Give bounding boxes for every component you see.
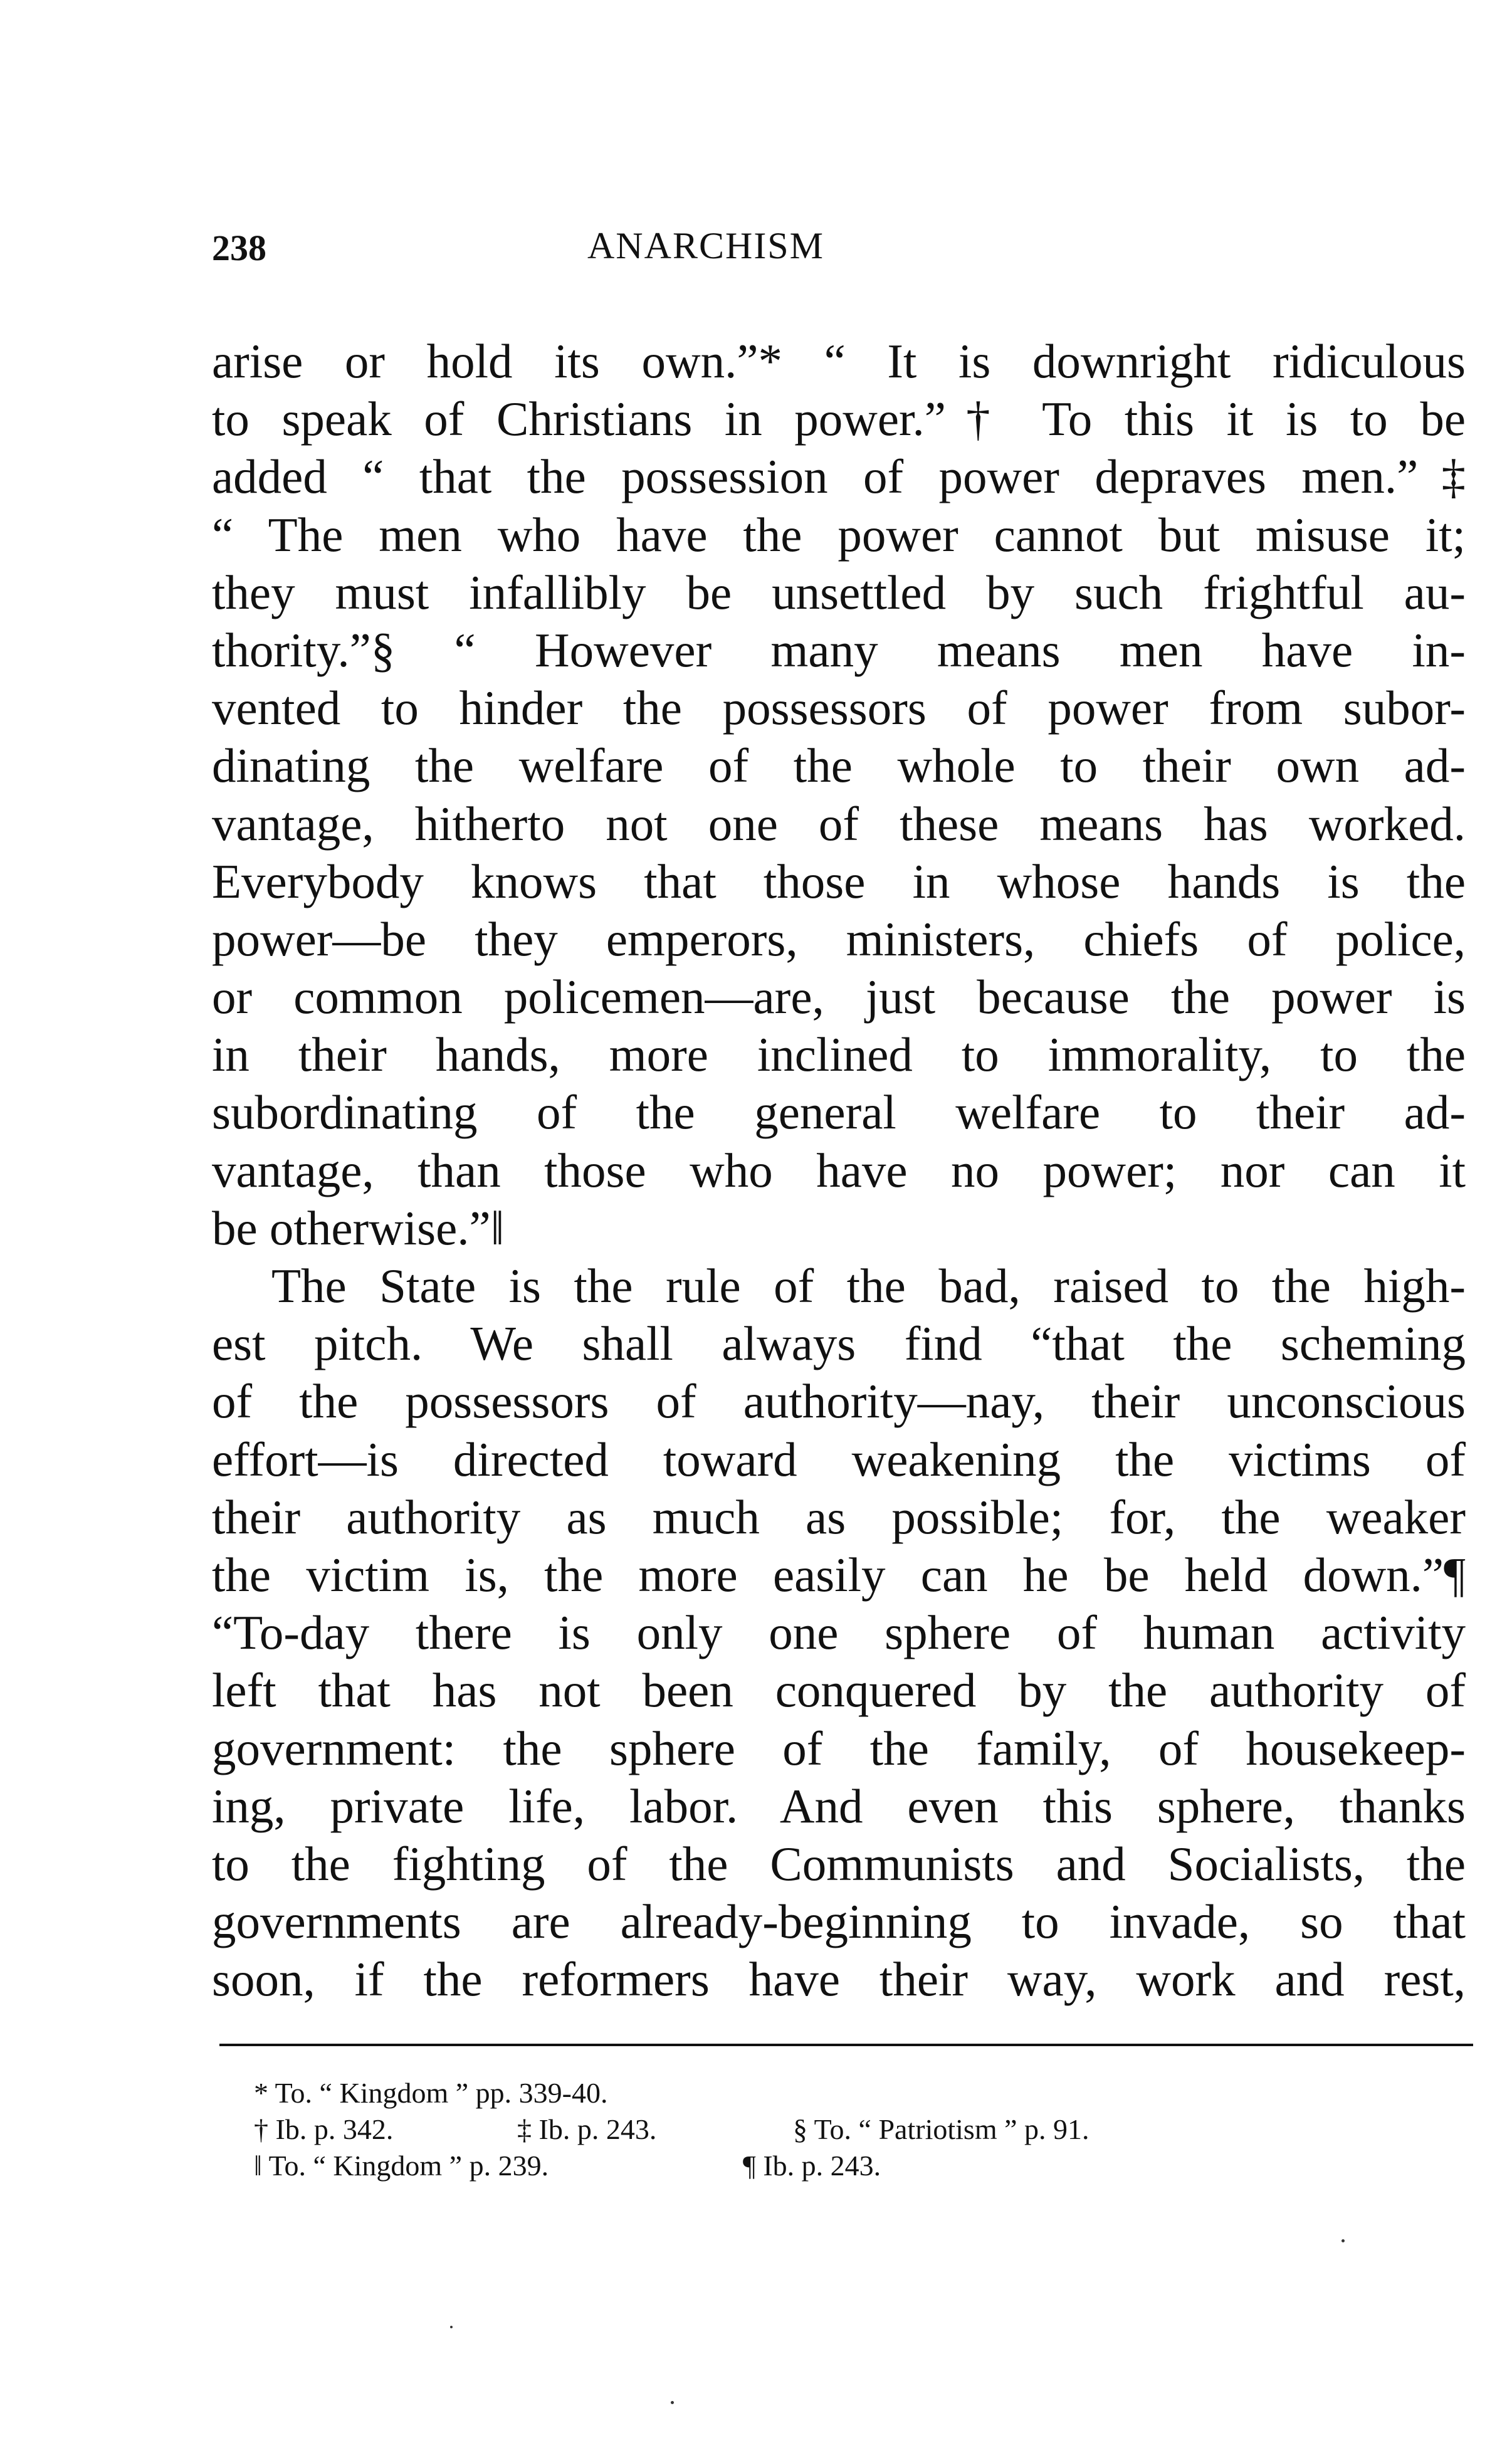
text-line: the victim is, the more easily can he be held down.”¶ — [212, 1547, 1466, 1602]
page-number: 238 — [212, 228, 266, 268]
text-line: soon, if the reformers have their way, work and rest, — [212, 1952, 1466, 2007]
text-line: government: the sphere of the family, of housekeep- — [212, 1721, 1466, 1775]
body-text — [212, 332, 1466, 2008]
text-line: to speak of Christians in power.”† To this it is to be — [212, 392, 1466, 446]
text-line: est pitch. We shall always find “that the scheming — [212, 1316, 1466, 1371]
text-line: of the possessors of authority—nay, their unconscious — [212, 1374, 1466, 1429]
text-line: vantage, hitherto not one of these means has worked. — [212, 796, 1466, 851]
text-line: “ The men who have the power cannot but misuse it; — [212, 507, 1466, 562]
running-title-text: ANARCHISM — [587, 225, 825, 266]
text-line: be otherwise.”‖ — [212, 1200, 505, 1255]
footnote-rule — [219, 2044, 1473, 2046]
text-line: or common policemen—are, just because the power is — [212, 970, 1466, 1024]
text-line: effort—is directed toward weakening the victims of — [212, 1432, 1466, 1486]
text-line: added “ that the possession of power depraves men.”‡ — [212, 449, 1466, 504]
text-line: The State is the rule of the bad, raised to the high- — [271, 1259, 1466, 1313]
footnote: * To. “ Kingdom ” pp. 339-40. — [254, 2077, 608, 2109]
text-line: “To-day there is only one sphere of human activity — [212, 1605, 1466, 1660]
scan-speck — [671, 2401, 674, 2404]
text-line: thority.”§ “ However many means men have in- — [212, 623, 1466, 677]
text-line: in their hands, more inclined to immorality, to the — [212, 1027, 1466, 1082]
text-line: ing, private life, labor. And even this sphere, thanks — [212, 1778, 1466, 1833]
text-line: power—be they emperors, ministers, chiefs of police, — [212, 912, 1466, 966]
footnote: † Ib. p. 342. — [254, 2113, 394, 2145]
text-line: arise or hold its own.”* “ It is downright ridiculous — [212, 334, 1466, 388]
text-line: dinating the welfare of the whole to their own ad- — [212, 738, 1466, 793]
running-title — [0, 224, 1512, 268]
footnote: ¶ Ib. p. 243. — [743, 2150, 881, 2182]
text-line: Everybody knows that those in whose hands is the — [212, 854, 1466, 908]
text-line: governments are already-beginning to invade, so that — [212, 1894, 1466, 1949]
text-line: their authority as much as possible; for, the weaker — [212, 1489, 1466, 1544]
text-line: they must infallibly be unsettled by such frightful au- — [212, 565, 1466, 619]
text-line: subordinating of the general welfare to their ad- — [212, 1085, 1466, 1140]
footnote: ‖ To. “ Kingdom ” p. 239. — [254, 2150, 549, 2182]
text-line: vented to hinder the possessors of power from subor- — [212, 681, 1466, 735]
text-line: vantage, than those who have no power; nor can it — [212, 1143, 1466, 1197]
text-line: left that has not been conquered by the authority of — [212, 1663, 1466, 1718]
footnote: § To. “ Patriotism ” p. 91. — [793, 2113, 1089, 2145]
text-line: to the fighting of the Communists and Socialists, the — [212, 1836, 1466, 1891]
scan-speck — [1341, 2239, 1345, 2242]
scan-speck — [450, 2326, 453, 2328]
footnote: ‡ Ib. p. 243. — [517, 2113, 657, 2145]
